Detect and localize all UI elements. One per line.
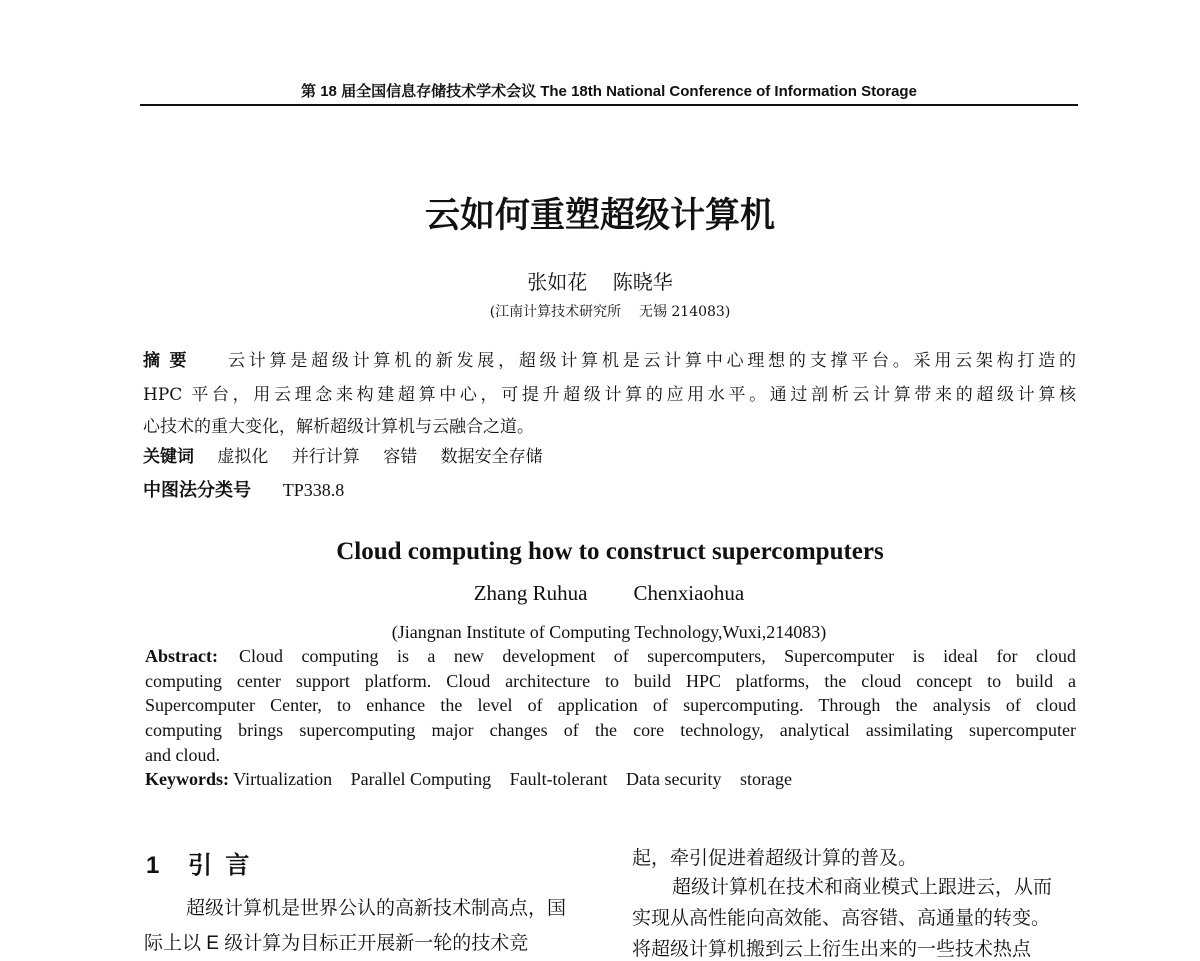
- abstract-en-line: computing brings supercomputing major changes of the core technology, analytical assimilating supercomputer: [145, 720, 1076, 740]
- authors-cn: 张如花 陈晓华: [527, 270, 673, 294]
- abstract-cn-line: 心技术的重大变化，解析超级计算机与云融合之道。: [143, 417, 534, 437]
- keyword: 并行计算: [291, 447, 360, 467]
- body-line: 超级计算机是世界公认的高新技术制高点，国: [186, 898, 567, 919]
- abstract-en-line: computing center support platform. Cloud architecture to build HPC platforms, the cloud concept to build a: [145, 671, 1076, 691]
- classification-value: TP338.8: [282, 480, 345, 500]
- keyword: 容错: [383, 447, 418, 467]
- body-line: 将超级计算机搬到云上衍生出来的一些技术热点: [632, 939, 1032, 960]
- body-line: 超级计算机在技术和商业模式上跟进云，从而: [672, 877, 1053, 898]
- body-line: 实现从高性能向高效能、高容错、高通量的转变。: [632, 908, 1051, 929]
- keyword: 数据安全存储: [440, 447, 543, 467]
- abstract-cn-line: 云计算是超级计算机的新发展，超级计算机是云计算中心理想的支撑平台。采用云架构打造的: [228, 351, 1076, 371]
- keyword: Data security: [626, 769, 722, 789]
- keyword: storage: [740, 769, 792, 789]
- author: Chenxiaohua: [633, 581, 745, 605]
- abstract-en-label: [145, 646, 218, 667]
- keywords-cn: [143, 442, 543, 467]
- paper-title-cn: 云如何重塑超级计算机: [424, 196, 775, 235]
- keyword: Parallel Computing: [350, 769, 492, 789]
- paper-title-en: Cloud computing how to construct supercomputers: [336, 538, 884, 565]
- keywords-en-label: Keywords:: [145, 769, 229, 789]
- keyword: Fault-tolerant: [509, 769, 608, 789]
- keywords-en: [145, 769, 792, 790]
- affiliation-cn: (江南计算技术研究所 无锡 214083): [489, 304, 731, 320]
- abstract-cn-line: HPC 平台，用云理念来构建超算中心，可提升超级计算的应用水平。通过剖析云计算带来的超级计算核: [143, 385, 1076, 405]
- keyword: 虚拟化: [217, 447, 269, 467]
- classification-label: 中图法分类号: [143, 480, 251, 500]
- author: Zhang Ruhua: [473, 581, 588, 605]
- affiliation-en: (Jiangnan Institute of Computing Technology,Wuxi,214083): [391, 622, 827, 642]
- section-number: 1: [146, 852, 160, 879]
- abstract-en-label-text: Abstract:: [145, 646, 218, 666]
- classification: [143, 476, 344, 502]
- abstract-cn-label: [143, 346, 186, 371]
- body-line: 起，牵引促进着超级计算的普及。: [632, 848, 918, 869]
- keyword: Virtualization: [233, 769, 333, 789]
- abstract-en-line: and cloud.: [145, 745, 220, 765]
- abstract-label: 摘 要: [143, 351, 187, 370]
- authors-en: [0, 581, 1200, 606]
- abstract-en-line: Supercomputer Center, to enhance the level of application of supercomputing. Through the analysis of cloud: [145, 695, 1076, 715]
- section-heading: [146, 845, 249, 880]
- body-line: 际上以 E 级计算为目标正开展新一轮的技术竞: [144, 933, 529, 954]
- abstract-en-line: Cloud computing is a new development of supercomputers, Supercomputer is ideal for cloud: [239, 646, 1076, 666]
- keywords-cn-label: 关键词: [143, 447, 194, 466]
- header-rule: [140, 104, 1078, 106]
- section-title: 引 言: [188, 852, 250, 879]
- running-header: 第 18 届全国信息存储技术学术会议 The 18th National Conference of Information Storage: [301, 83, 917, 100]
